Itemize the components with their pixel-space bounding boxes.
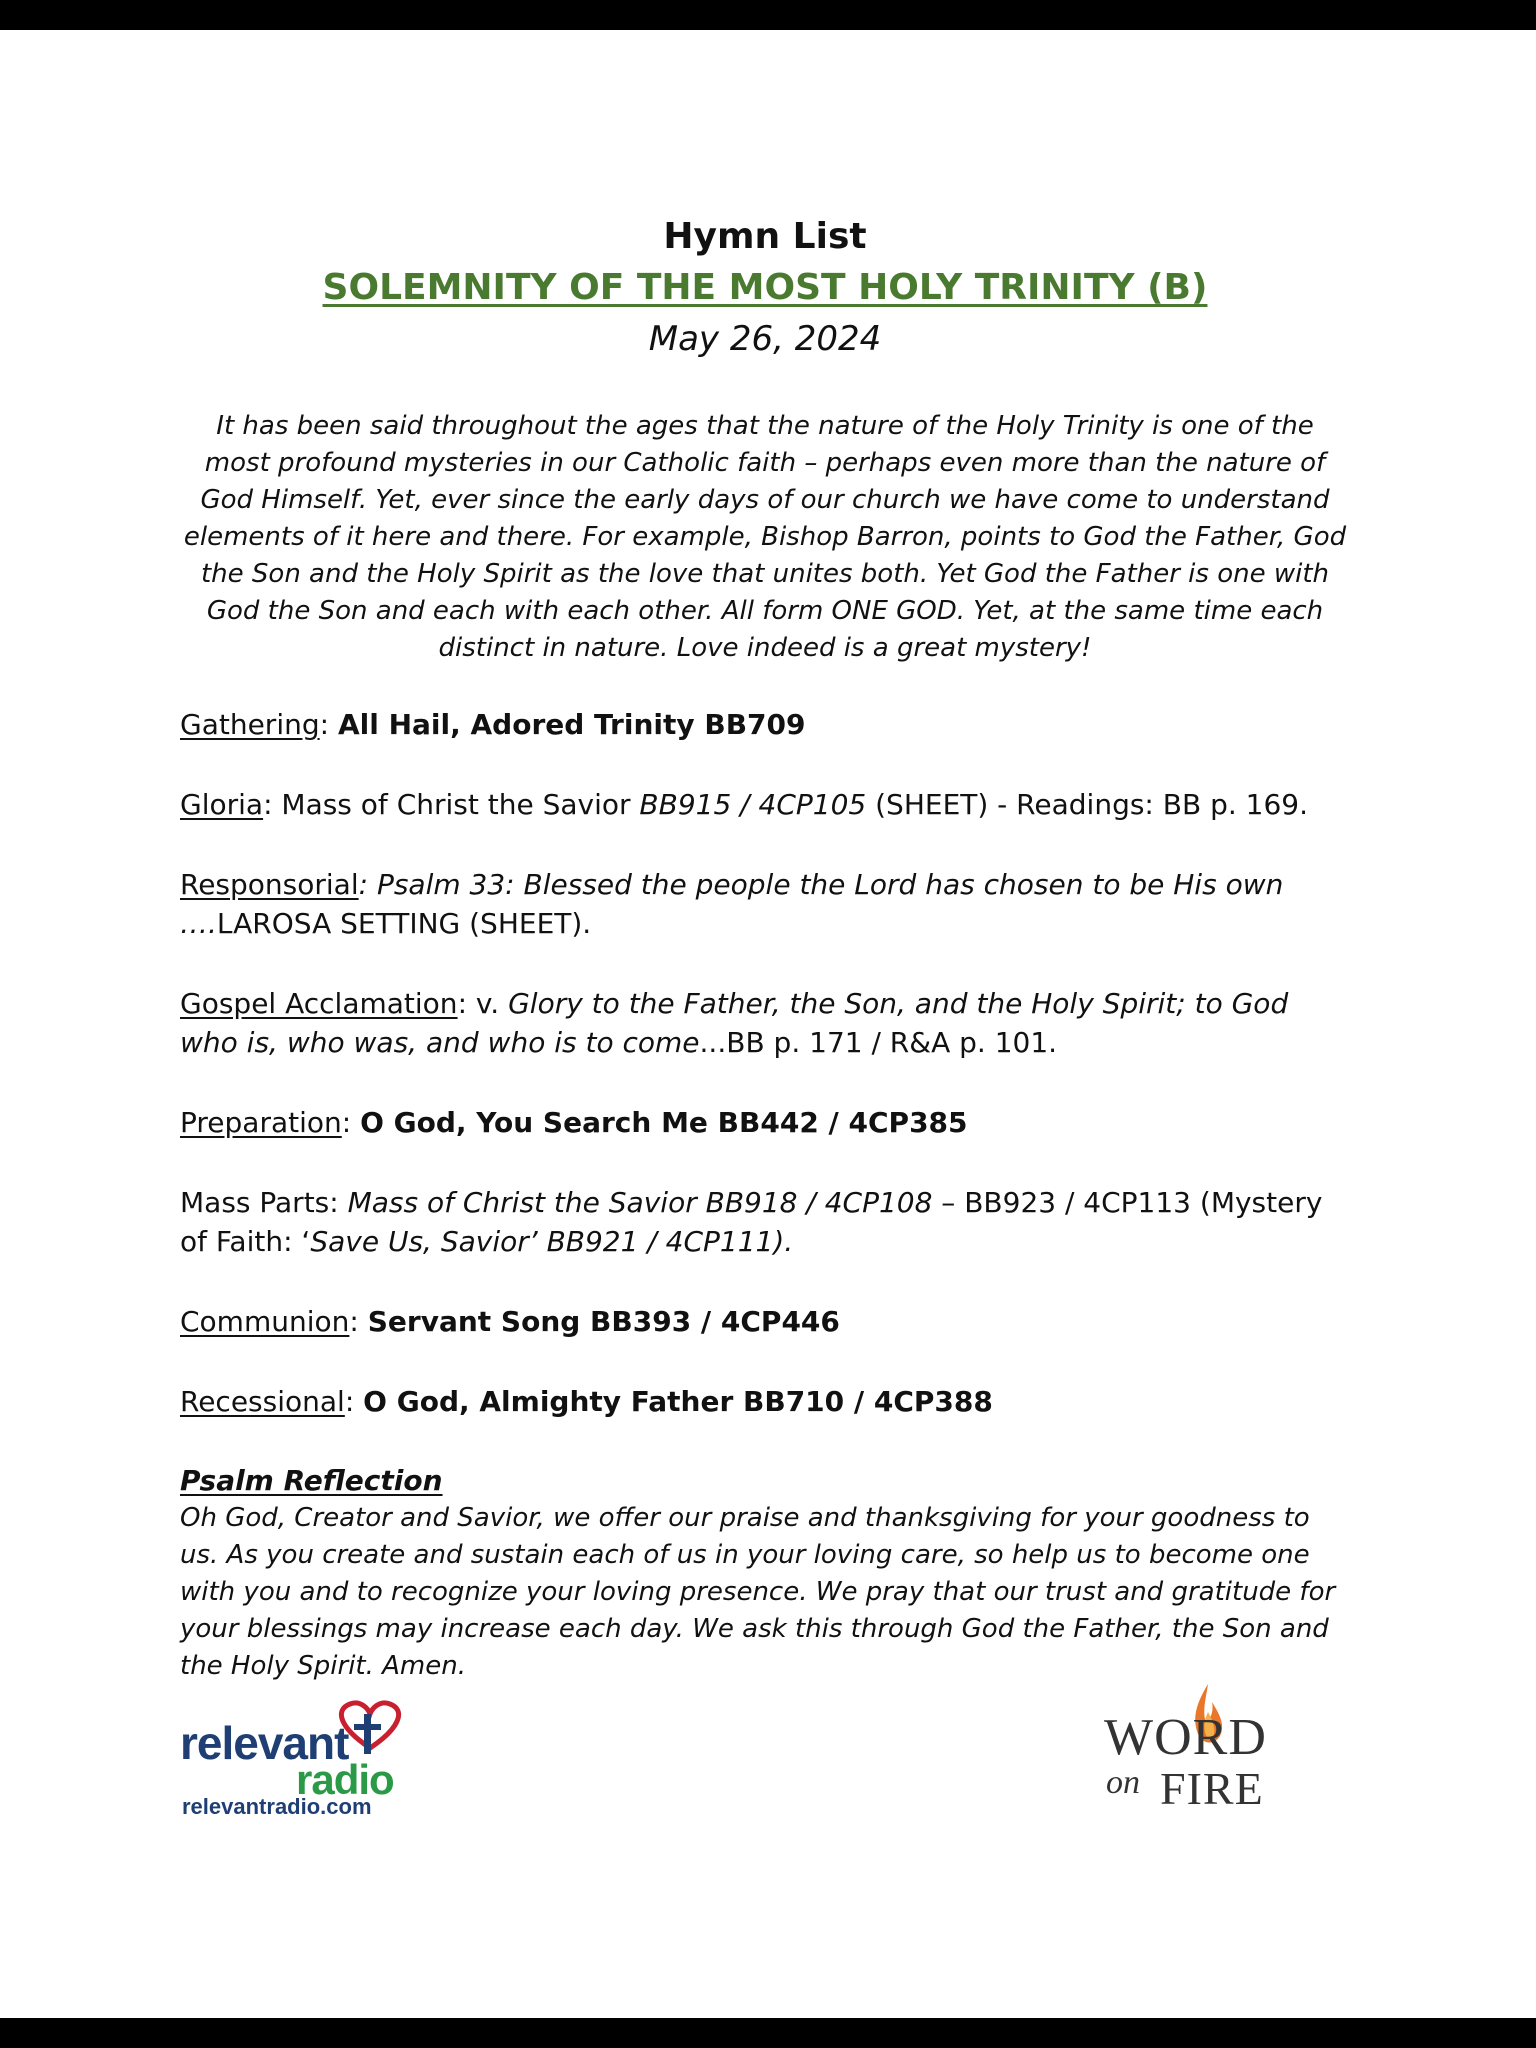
relevant-radio-logo [180, 1698, 430, 1818]
bottom-border-bar [0, 2018, 1536, 2048]
gathering-entry: Gathering: All Hail, Adored Trinity BB709 [180, 708, 806, 741]
radio-word: radio [296, 1756, 394, 1803]
gathering-label: Gathering [180, 708, 320, 741]
responsorial-entry: Responsorial: Psalm 33: Blessed the people the Lord has chosen to be His own ….LAROSA SETTING (SHEET). [180, 868, 1284, 940]
preparation-label: Preparation [180, 1106, 342, 1139]
document-page [180, 212, 1350, 1685]
communion-entry: Communion: Servant Song BB393 / 4CP446 [180, 1305, 840, 1338]
preparation-hymn: O God, You Search Me BB442 / 4CP385 [360, 1106, 968, 1139]
communion-hymn: Servant Song BB393 / 4CP446 [367, 1305, 840, 1338]
psalm-reflection-heading: Psalm Reflection [180, 1464, 443, 1497]
gloria-entry: Gloria: Mass of Christ the Savior BB915 / 4CP105 (SHEET) - Readings: BB p. 169. [180, 788, 1308, 821]
gloria-label: Gloria [180, 788, 264, 821]
mass-parts-label: Mass Parts: [180, 1186, 348, 1219]
document-title: Hymn List [663, 216, 867, 257]
gospel-acclamation-label: Gospel Acclamation [180, 987, 458, 1020]
mass-parts-entry: Mass Parts: Mass of Christ the Savior BB918 / 4CP108 – BB923 / 4CP113 (Mystery of Faith: ‘Save Us, Savior’ BB921 / 4CP111). [180, 1186, 1323, 1258]
preparation-entry: Preparation: O God, You Search Me BB442 / 4CP385 [180, 1106, 968, 1139]
on-text: on [1106, 1764, 1140, 1801]
recessional-label: Recessional [180, 1385, 345, 1418]
relevant-word: relevant [180, 1717, 349, 1769]
fire-text: FIRE [1160, 1763, 1264, 1814]
feast-title: SOLEMNITY OF THE MOST HOLY TRINITY (B) [322, 267, 1208, 308]
intro-paragraph: It has been said throughout the ages that the nature of the Holy Trinity is one of the most profound mysteries in our Catholic faith – perhaps even more than the nature of God Himself. Yet, ever since the early days of our church we have come to understand elements of it here and there. For example, Bishop Barron, points to God the Father, God the Son and the Holy Spirit as the love that unites both. Yet God the Father is one with God the Son and each with each other. All form ONE GOD. Yet, at the same time each distinct in nature. Love indeed is a great mystery! [183, 411, 1347, 663]
feast-date: May 26, 2024 [648, 319, 882, 359]
word-on-fire-logo [1100, 1682, 1330, 1814]
word-text: WORD [1104, 1709, 1267, 1766]
recessional-hymn: O God, Almighty Father BB710 / 4CP388 [363, 1385, 993, 1418]
recessional-entry: Recessional: O God, Almighty Father BB710 / 4CP388 [180, 1385, 993, 1418]
top-border-bar [0, 0, 1536, 30]
communion-label: Communion [180, 1305, 350, 1338]
gospel-acclamation-entry: Gospel Acclamation: v. Glory to the Father, the Son, and the Holy Spirit; to God who is, who was, and who is to come...BB p. 171 / R&A p. 101. [180, 987, 1289, 1059]
relevant-radio-url: relevantradio.com [182, 1794, 372, 1819]
gathering-hymn: All Hail, Adored Trinity BB709 [337, 708, 806, 741]
responsorial-label: Responsorial [180, 868, 359, 901]
psalm-reflection-text: Oh God, Creator and Savior, we offer our praise and thanksgiving for your goodness to us. As you create and sustain each of us in your loving care, so help us to become one with you and to recognize your loving presence. We pray that our trust and gratitude for your blessings may increase each day. We ask this through God the Father, the Son and the Holy Spirit. Amen. [180, 1503, 1336, 1681]
